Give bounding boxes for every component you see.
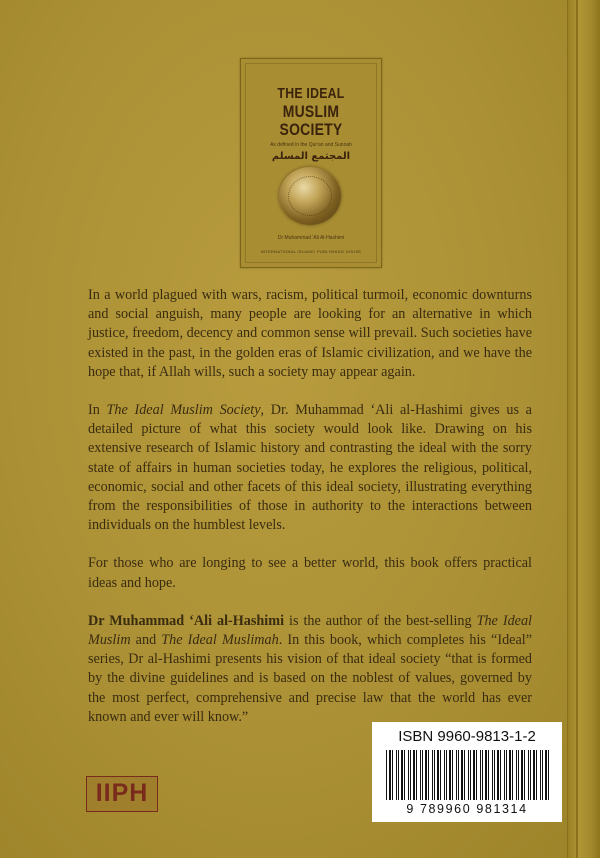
p4-author-name: Dr Muhammad ‘Ali al-Hashimi	[88, 612, 285, 629]
thumbnail-publisher: INTERNATIONAL ISLAMIC PUBLISHING HOUSE	[260, 249, 362, 254]
medallion-icon	[279, 167, 341, 225]
thumbnail-subtitle: As defined in the Qur'an and Sunnah	[270, 142, 352, 148]
thumbnail-title-line1: THE IDEAL	[277, 85, 345, 102]
p4-book-title-2: The Ideal Muslimah	[161, 632, 279, 649]
publisher-logo	[86, 776, 158, 812]
isbn-label: ISBN 9960-9813-1-2	[398, 728, 536, 745]
p4-text-b: and	[130, 632, 162, 649]
p4-text-c: . In this book, which completes his “Ideal” series, Dr al-Hashimi presents his vision of that ideal society “that is formed by the divine guidelines and is based on the noblest of values, governed by the most perfect, comprehensive and precise law that the world has ever known and ever will know.”	[88, 632, 532, 725]
thumbnail-author: Dr Muhammad 'Ali Al-Hashimi	[277, 235, 345, 241]
barcode-bars	[386, 750, 552, 800]
blurb-text	[88, 286, 532, 727]
blurb-paragraph-1: In a world plagued with wars, racism, political turmoil, economic downturns and social anguish, many people are looking for an alternative in which justice, freedom, decency and common sense will prevail. Such societies have existed in the past, in the golden eras of Islamic civilization, and we have the hope that, if Allah wills, such a society may appear again.	[88, 287, 532, 380]
spine-groove	[576, 0, 578, 858]
p2-start: In	[88, 402, 107, 419]
isbn-barcode	[372, 722, 562, 822]
blurb-paragraph-3: For those who are longing to see a better world, this book offers practical ideas and hope.	[88, 555, 532, 591]
spine-edge	[567, 0, 600, 858]
front-cover-thumbnail	[240, 58, 382, 268]
ean-digits: 9 789960 981314	[406, 802, 528, 816]
thumbnail-arabic-title: المجتمع المسلم	[271, 151, 351, 162]
thumbnail-title-line3: SOCIETY	[279, 120, 343, 139]
blurb-paragraph-4	[88, 612, 532, 727]
p2-rest: , Dr. Muhammad ‘Ali al-Hashimi gives us a detailed picture of what this society would look like. Drawing on his extensive research of Islamic history and contrasting the ideal with the sorry state of affairs in human societies today, he explores the religious, political, economic, social and other facets of this ideal society, illustrating everything from the responsibilities of those in authority to the interactions between individuals on the humblest levels.	[88, 402, 532, 534]
p2-book-title: The Ideal Muslim Society	[106, 402, 261, 419]
thumbnail-title-line2: MUSLIM	[282, 102, 340, 121]
p4-text-a: is the author of the best-selling	[284, 612, 477, 629]
logo-text: IIPH	[95, 779, 149, 807]
p4-book-title-1: The Ideal Muslim	[88, 612, 533, 649]
blurb-paragraph-2	[88, 401, 532, 535]
